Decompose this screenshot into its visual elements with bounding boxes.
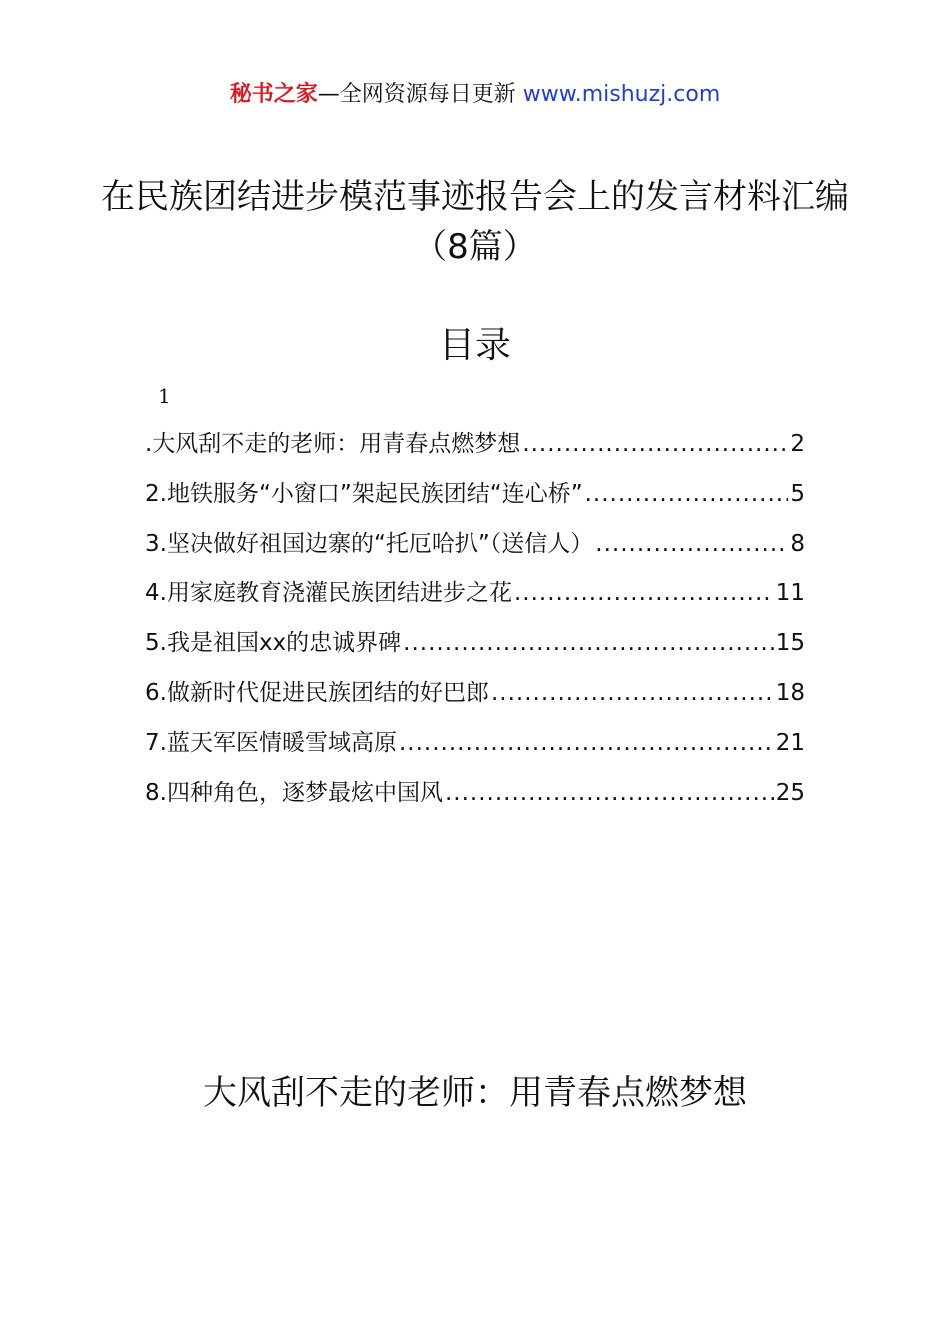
- toc-entry-title: 6.做新时代促进民族团结的好巴郎: [145, 679, 489, 706]
- toc-entry-title: .大风刮不走的老师：用青春点燃梦想: [145, 431, 521, 457]
- toc-entry-title: 8.四种角色，逐梦最炫中国风: [145, 779, 443, 806]
- toc-entry-5[interactable]: [145, 619, 805, 669]
- toc-entry-4[interactable]: [145, 569, 805, 619]
- toc-dot-leader: [585, 470, 789, 520]
- toc-entry-8[interactable]: [145, 769, 805, 819]
- toc-entry-page: 11: [775, 580, 805, 607]
- site-url-link[interactable]: www.mishuzj.com: [522, 82, 721, 107]
- document-title: 在民族团结进步模范事迹报告会上的发言材料汇编（8篇）: [101, 177, 849, 267]
- section-heading: 大风刮不走的老师：用青春点燃梦想: [203, 1073, 747, 1113]
- toc-entry-page: 8: [790, 530, 805, 557]
- toc-entry-page: 5: [790, 480, 805, 507]
- toc-list-marker: 1: [158, 384, 171, 408]
- table-of-contents: [145, 420, 805, 818]
- toc-entry-page: 2: [790, 431, 805, 457]
- toc-dot-leader: [399, 719, 774, 769]
- toc-dot-leader: [491, 669, 774, 719]
- toc-dot-leader: [514, 569, 774, 619]
- toc-entry-page: 15: [775, 630, 805, 657]
- toc-entry-title: 3.坚决做好祖国边寨的“托厄哈扒”（送信人）: [145, 530, 594, 557]
- toc-entry-3[interactable]: [145, 520, 805, 570]
- toc-entry-page: 21: [775, 729, 805, 756]
- toc-dot-leader: [522, 420, 788, 470]
- site-header: [0, 80, 950, 110]
- toc-entry-page: 25: [775, 779, 805, 806]
- toc-entry-title: 7.蓝天军医情暖雪域高原: [145, 729, 397, 756]
- toc-dot-leader: [403, 619, 774, 669]
- toc-entry-6[interactable]: [145, 669, 805, 719]
- toc-entry-title: 5.我是祖国xx的忠诚界碑: [145, 630, 402, 657]
- toc-entry-1[interactable]: [145, 420, 805, 470]
- brand-name: 秘书之家: [229, 82, 318, 107]
- toc-dot-leader: [445, 769, 774, 819]
- toc-heading: 目录: [438, 325, 511, 366]
- header-tagline: —全网资源每日更新: [317, 82, 523, 107]
- toc-entry-page: 18: [775, 679, 805, 706]
- toc-entry-title: 2.地铁服务“小窗口”架起民族团结“连心桥”: [145, 480, 583, 507]
- toc-entry-7[interactable]: [145, 719, 805, 769]
- toc-entry-title: 4.用家庭教育浇灌民族团结进步之花: [145, 580, 512, 607]
- toc-entry-2[interactable]: [145, 470, 805, 520]
- toc-dot-leader: [595, 520, 788, 570]
